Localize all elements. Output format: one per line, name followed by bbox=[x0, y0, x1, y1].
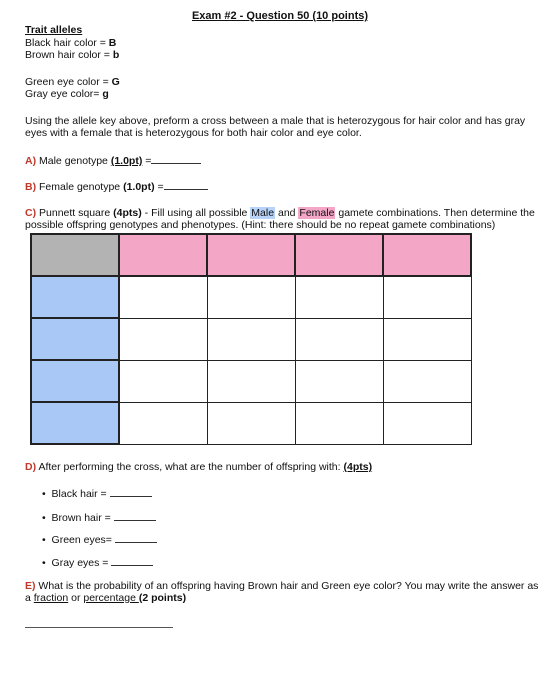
part-a-letter: A) bbox=[25, 155, 37, 167]
bullet-dot: • bbox=[42, 557, 46, 569]
punnett-corner-cell bbox=[31, 234, 119, 276]
trait-allele: b bbox=[112, 49, 120, 61]
fraction-word: fraction bbox=[33, 592, 69, 604]
part-b-points: (1.0pt) bbox=[123, 181, 155, 193]
part-c-points: (4pts) bbox=[113, 207, 142, 219]
part-a-points: (1.0pt) bbox=[110, 155, 143, 167]
trait-brown-hair bbox=[25, 49, 119, 61]
bullet-label: Gray eyes = bbox=[51, 557, 109, 569]
female-gamete-cell[interactable] bbox=[295, 234, 383, 276]
bullet-dot: • bbox=[42, 534, 46, 546]
part-a bbox=[25, 154, 201, 167]
bullet-green-eyes bbox=[42, 533, 157, 546]
bullet-label: Black hair = bbox=[51, 488, 107, 500]
punnett-square bbox=[30, 233, 472, 445]
trait-allele: B bbox=[108, 37, 117, 49]
offspring-cell[interactable] bbox=[295, 402, 383, 444]
punnett-row bbox=[31, 318, 471, 360]
male-gamete-cell[interactable] bbox=[31, 360, 119, 402]
part-b bbox=[25, 180, 208, 193]
part-c-letter: C) bbox=[25, 207, 37, 219]
punnett-header-row bbox=[31, 234, 471, 276]
brown-hair-blank[interactable] bbox=[114, 511, 156, 521]
part-b-equals: = bbox=[154, 181, 164, 193]
part-e-points: (2 points) bbox=[138, 592, 187, 604]
trait-allele: g bbox=[102, 88, 109, 100]
trait-gray-eye bbox=[25, 88, 109, 100]
trait-label: Gray eye color= bbox=[25, 88, 103, 100]
part-e bbox=[25, 580, 545, 604]
female-gamete-cell[interactable] bbox=[119, 234, 207, 276]
female-highlight: Female bbox=[299, 207, 335, 219]
offspring-cell[interactable] bbox=[119, 318, 207, 360]
male-gamete-cell[interactable] bbox=[31, 402, 119, 444]
green-eyes-blank[interactable] bbox=[115, 533, 157, 543]
instructions: Using the allele key above, preform a cross between a male that is heterozygous for hair color and has gray eyes with a female that is heterozygous for both hair color and eye color. bbox=[25, 115, 526, 139]
bullet-black-hair bbox=[42, 487, 152, 500]
offspring-cell[interactable] bbox=[207, 276, 295, 318]
part-e-answer-line[interactable] bbox=[25, 626, 173, 628]
bullet-label: Green eyes= bbox=[51, 534, 112, 546]
trait-key-heading: Trait alleles bbox=[25, 24, 83, 36]
offspring-cell[interactable] bbox=[207, 360, 295, 402]
part-d bbox=[25, 461, 372, 473]
part-c-text: - Fill using all possible bbox=[141, 207, 251, 219]
trait-allele: G bbox=[111, 76, 120, 88]
male-gamete-cell[interactable] bbox=[31, 276, 119, 318]
male-highlight: Male bbox=[251, 207, 275, 219]
part-d-points: (4pts) bbox=[343, 461, 373, 473]
bullet-dot: • bbox=[42, 488, 46, 500]
offspring-cell[interactable] bbox=[207, 402, 295, 444]
offspring-cell[interactable] bbox=[119, 276, 207, 318]
exam-title: Exam #2 - Question 50 (10 points) bbox=[191, 10, 369, 22]
black-hair-blank[interactable] bbox=[110, 487, 152, 497]
offspring-cell[interactable] bbox=[383, 402, 471, 444]
part-e-letter: E) bbox=[25, 580, 36, 592]
punnett-row bbox=[31, 360, 471, 402]
offspring-cell[interactable] bbox=[383, 276, 471, 318]
trait-green-eye bbox=[25, 76, 120, 88]
part-d-letter: D) bbox=[25, 461, 37, 473]
offspring-cell[interactable] bbox=[383, 360, 471, 402]
part-a-answer-blank[interactable] bbox=[151, 154, 201, 164]
offspring-cell[interactable] bbox=[383, 318, 471, 360]
part-e-text: What is the probability of an offspring having Brown hair and Green eye color? You may write the answer as a bbox=[25, 580, 539, 604]
part-b-answer-blank[interactable] bbox=[164, 180, 208, 190]
part-a-text: Male genotype bbox=[39, 155, 111, 167]
percentage-word: percentage bbox=[83, 592, 139, 604]
trait-label: Brown hair color = bbox=[25, 49, 113, 61]
part-a-equals: = bbox=[142, 155, 152, 167]
part-b-letter: B) bbox=[25, 181, 37, 193]
male-gamete-cell[interactable] bbox=[31, 318, 119, 360]
part-c-text: and bbox=[275, 207, 299, 219]
offspring-cell[interactable] bbox=[119, 360, 207, 402]
offspring-cell[interactable] bbox=[295, 318, 383, 360]
female-gamete-cell[interactable] bbox=[383, 234, 471, 276]
part-c bbox=[25, 207, 550, 231]
punnett-row bbox=[31, 276, 471, 318]
part-b-text: Female genotype bbox=[39, 181, 124, 193]
part-c-text: gamete combinations. Then determine the possible offspring genotypes and phenotypes. (Hint: there should be no repeat gamete combinations) bbox=[25, 207, 535, 231]
bullet-label: Brown hair = bbox=[51, 512, 111, 524]
punnett-row bbox=[31, 402, 471, 444]
part-c-text: Punnett square bbox=[39, 207, 114, 219]
trait-black-hair bbox=[25, 37, 116, 49]
bullet-gray-eyes bbox=[42, 556, 153, 569]
part-e-text: or bbox=[68, 592, 84, 604]
part-d-text: After performing the cross, what are the number of offspring with: bbox=[38, 461, 344, 473]
offspring-cell[interactable] bbox=[119, 402, 207, 444]
gray-eyes-blank[interactable] bbox=[111, 556, 153, 566]
offspring-cell[interactable] bbox=[207, 318, 295, 360]
trait-label: Black hair color = bbox=[25, 37, 109, 49]
bullet-brown-hair bbox=[42, 511, 156, 524]
female-gamete-cell[interactable] bbox=[207, 234, 295, 276]
offspring-cell[interactable] bbox=[295, 276, 383, 318]
bullet-dot: • bbox=[42, 512, 46, 524]
offspring-cell[interactable] bbox=[295, 360, 383, 402]
trait-label: Green eye color = bbox=[25, 76, 112, 88]
